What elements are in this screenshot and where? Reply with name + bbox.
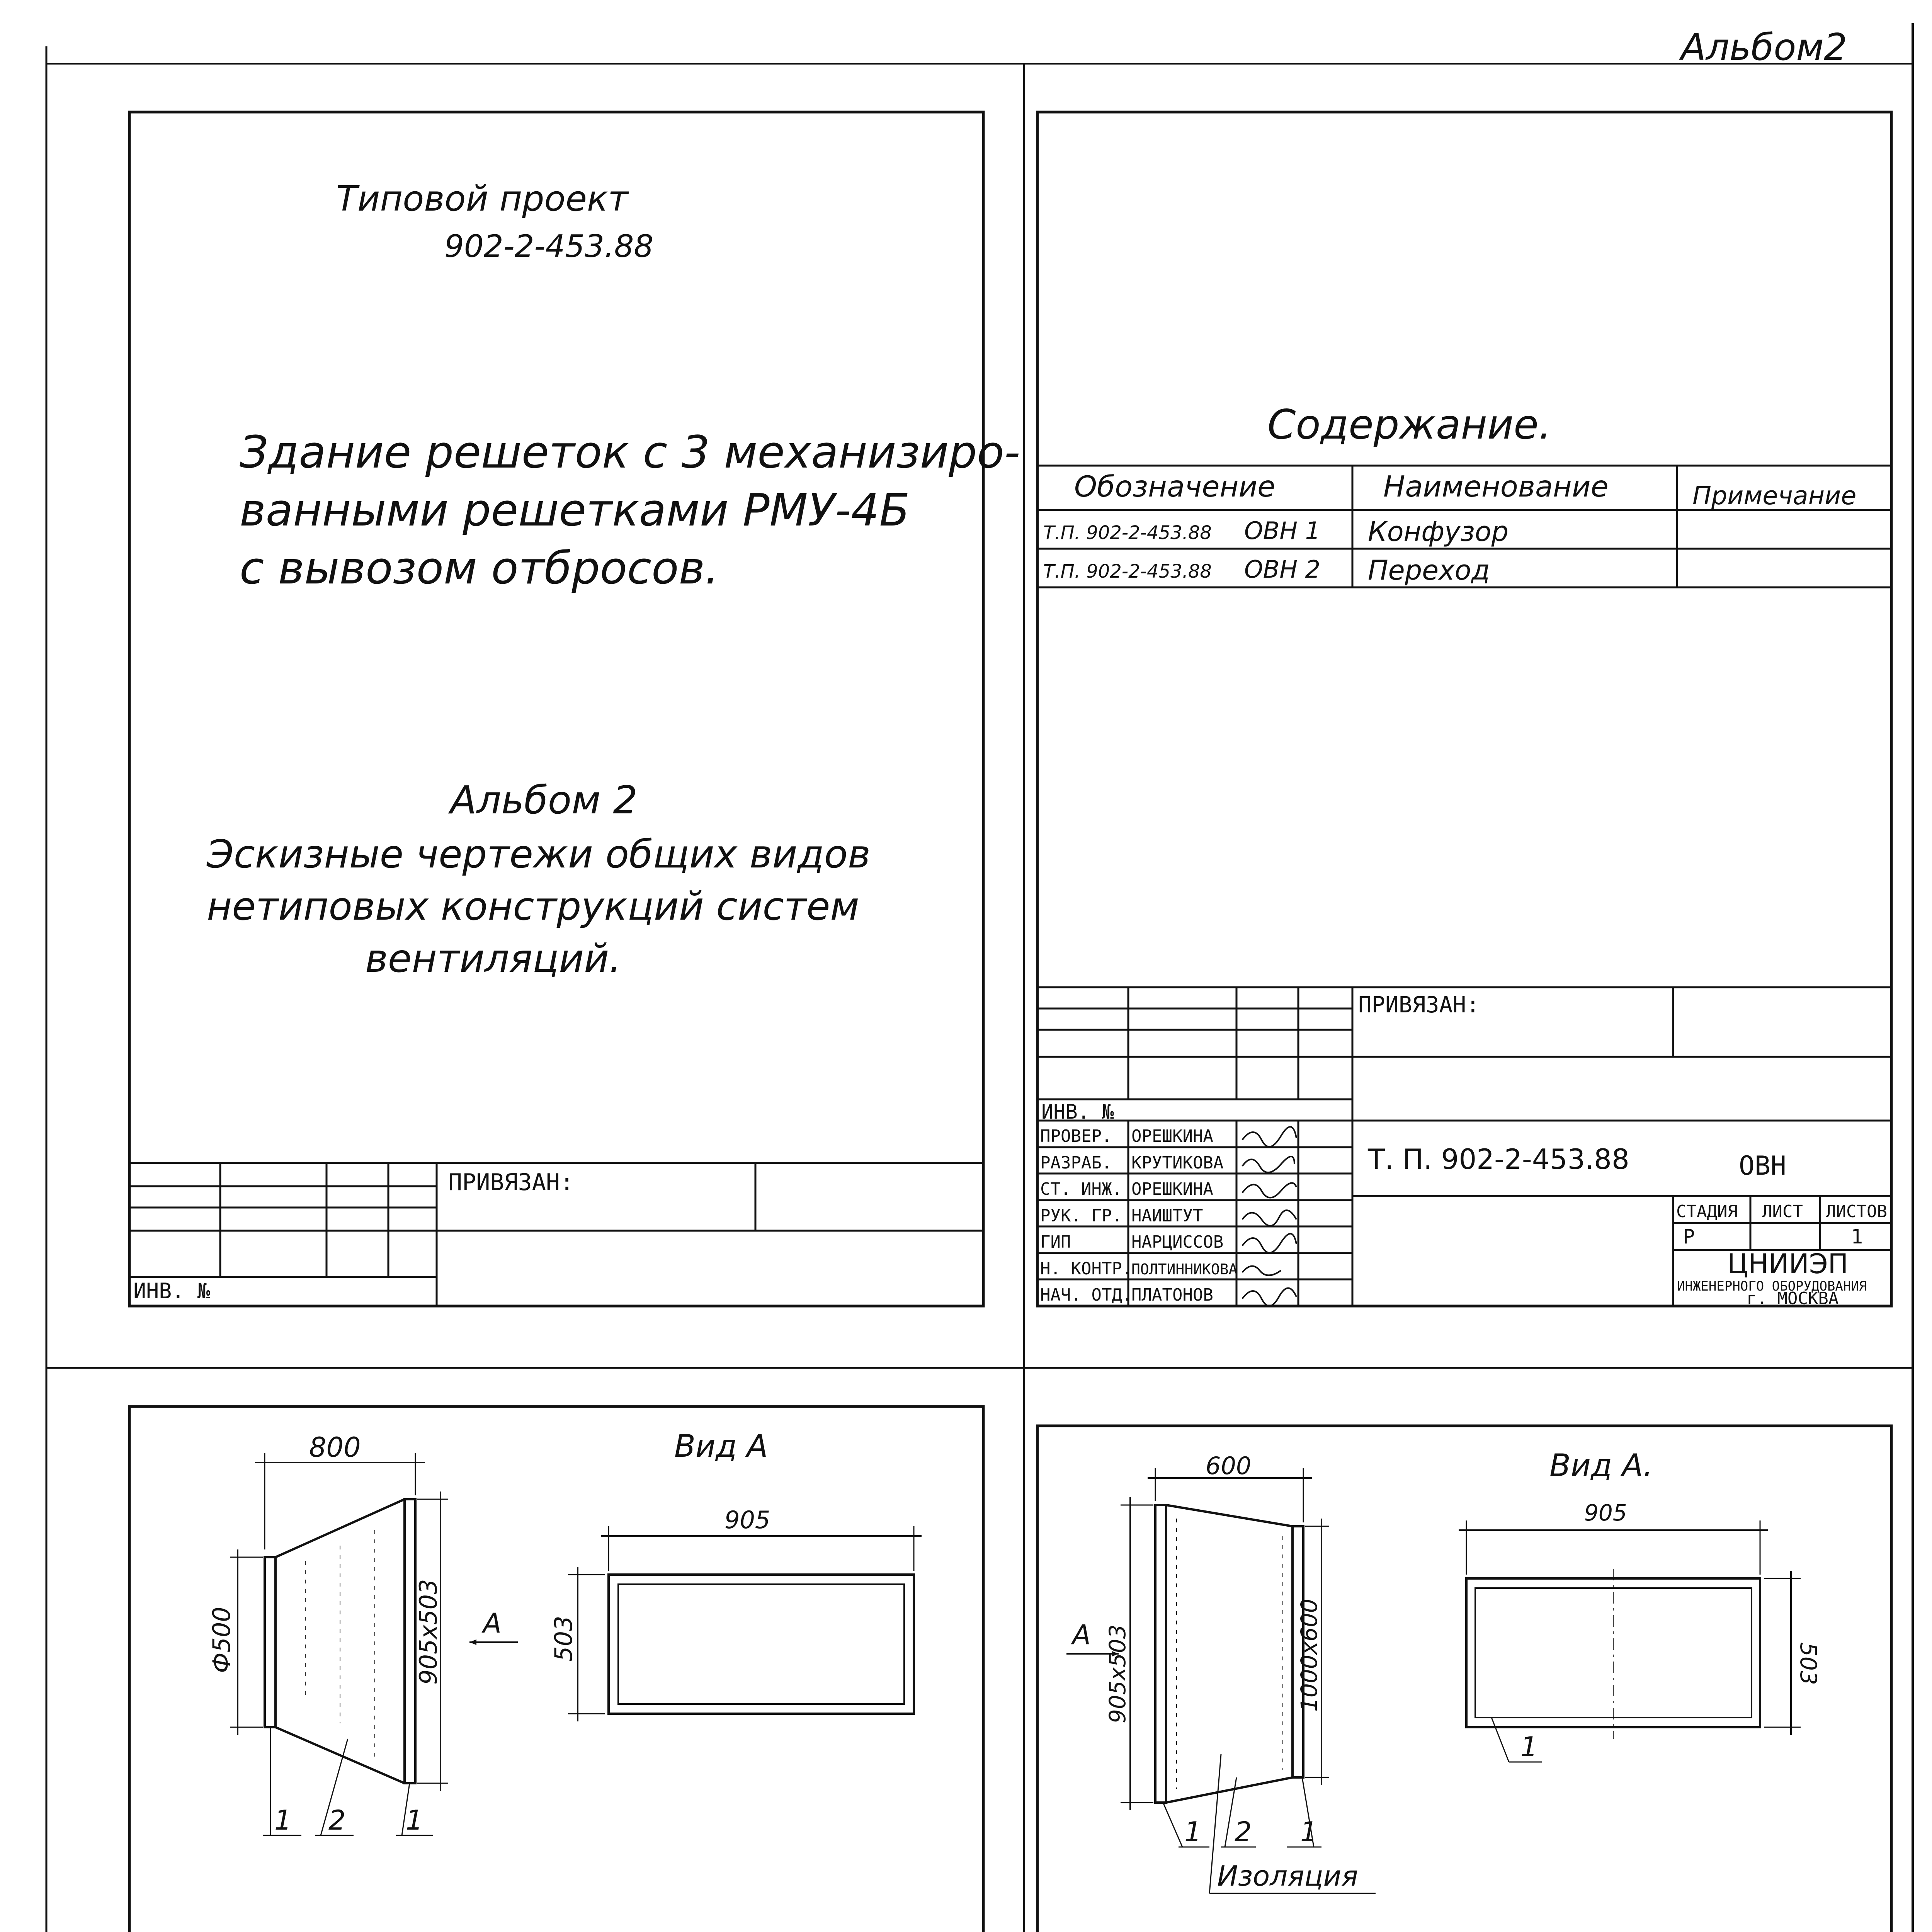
contents-stage-label: СТАДИЯ bbox=[1676, 1202, 1738, 1221]
contents-row2-mark: ОВН 2 bbox=[1244, 555, 1321, 583]
transition-view-a bbox=[1459, 1520, 1801, 1762]
contents-row1-mark: ОВН 1 bbox=[1244, 517, 1321, 545]
contents-name-2: КРУТИКОВА bbox=[1131, 1153, 1224, 1173]
transition-length-dim: 600 bbox=[1206, 1452, 1252, 1480]
contents-mark: ОВН bbox=[1739, 1151, 1786, 1181]
contents-row1-name: Конфузор bbox=[1368, 516, 1509, 548]
album-desc-1: Эскизные чертежи общих видов bbox=[207, 832, 871, 877]
sheet-ovn2 bbox=[1037, 1426, 1920, 1932]
title-line1: Типовой проект bbox=[336, 179, 628, 219]
contents-header-code: Обозначение bbox=[1074, 469, 1276, 503]
confuser-callout-3: 1 bbox=[406, 1804, 423, 1836]
transition-view-label: Вид А. bbox=[1549, 1447, 1653, 1483]
confuser-length-dim: 800 bbox=[309, 1432, 361, 1463]
confuser-diameter-dim: Ф500 bbox=[207, 1607, 236, 1673]
confuser-arrow-label: А bbox=[483, 1607, 502, 1639]
confuser-section-dim: 905х503 bbox=[414, 1579, 442, 1685]
contents-role-2: РАЗРАБ. bbox=[1040, 1153, 1112, 1173]
binding-label: ПРИВЯЗАН: bbox=[448, 1169, 574, 1196]
title-desc-1: Здание решеток с 3 механизиро- bbox=[240, 427, 1020, 478]
contents-row2-name: Переход bbox=[1368, 554, 1490, 586]
confuser-dimensions bbox=[230, 1453, 518, 1835]
transition-view-height: 503 bbox=[1795, 1642, 1821, 1685]
transition-callout-2: 2 bbox=[1235, 1816, 1252, 1848]
contents-role-4: РУК. ГР. bbox=[1040, 1206, 1122, 1226]
contents-role-3: СТ. ИНЖ. bbox=[1040, 1179, 1122, 1199]
contents-role-5: ГИП bbox=[1040, 1232, 1071, 1252]
transition-inlet-dim: 1000х600 bbox=[1296, 1599, 1322, 1712]
contents-org-sub: ИНЖЕНЕРНОГО ОБОРУДОВАНИЯ bbox=[1677, 1279, 1867, 1294]
contents-header-name: Наименование bbox=[1383, 469, 1609, 503]
contents-sheets-label: ЛИСТОВ bbox=[1826, 1202, 1887, 1221]
contents-doc-code: Т. П. 902-2-453.88 bbox=[1368, 1143, 1629, 1175]
contents-role-1: ПРОВЕР. bbox=[1040, 1126, 1112, 1146]
insulation-label: Изоляция bbox=[1217, 1860, 1358, 1892]
sheet-ovn1 bbox=[129, 1406, 1017, 1932]
contents-name-5: НАРЦИССОВ bbox=[1131, 1232, 1224, 1252]
contents-inv-label: ИНВ. № bbox=[1041, 1100, 1114, 1124]
contents-header-note: Примечание bbox=[1692, 481, 1857, 510]
title-sheet bbox=[129, 112, 1020, 1306]
inv-label: ИНВ. № bbox=[133, 1279, 210, 1303]
contents-title: Содержание. bbox=[1267, 401, 1552, 448]
confuser-view-label: Вид А bbox=[674, 1428, 768, 1464]
confuser-callout-1: 1 bbox=[274, 1804, 292, 1836]
transition-section-dim: 905х503 bbox=[1104, 1624, 1131, 1723]
transition-side-view bbox=[1155, 1505, 1303, 1803]
transition-view-callout: 1 bbox=[1520, 1731, 1538, 1763]
album-desc-2: нетиповых конструкций систем bbox=[207, 884, 859, 929]
transition-callout-1: 1 bbox=[1184, 1816, 1202, 1848]
album-title: Альбом 2 bbox=[450, 777, 638, 823]
contents-name-6: ПОЛТИННИКОВА bbox=[1131, 1261, 1238, 1278]
title-line2: 902-2-453.88 bbox=[444, 228, 654, 264]
contents-role-6: Н. КОНТР. bbox=[1040, 1259, 1133, 1279]
album-desc-3: вентиляций. bbox=[365, 936, 621, 981]
contents-org: ЦНИИЭП bbox=[1727, 1248, 1849, 1280]
confuser-view-height: 503 bbox=[549, 1616, 578, 1662]
contents-row1-code: Т.П. 902-2-453.88 bbox=[1043, 522, 1212, 544]
album-header: Альбом2 bbox=[1681, 26, 1847, 69]
contents-name-3: ОРЕШКИНА bbox=[1131, 1179, 1213, 1199]
contents-city: г. МОСКВА bbox=[1747, 1289, 1839, 1308]
contents-row2-code: Т.П. 902-2-453.88 bbox=[1043, 561, 1212, 582]
transition-view-width: 905 bbox=[1584, 1500, 1627, 1526]
transition-arrow-label: А bbox=[1072, 1619, 1091, 1651]
contents-name-4: НАИШТУТ bbox=[1131, 1206, 1203, 1226]
contents-sheets: 1 bbox=[1851, 1225, 1863, 1248]
contents-stage: Р bbox=[1683, 1225, 1695, 1248]
contents-name-7: ПЛАТОНОВ bbox=[1131, 1285, 1213, 1305]
contents-binding-label: ПРИВЯЗАН: bbox=[1358, 992, 1480, 1018]
title-desc-2: ванными решетками РМУ-4Б bbox=[240, 485, 910, 536]
confuser-callout-2: 2 bbox=[328, 1804, 346, 1836]
contents-name-1: ОРЕШКИНА bbox=[1131, 1126, 1213, 1146]
page-frame bbox=[46, 23, 1913, 1932]
title-desc-3: с вывозом отбросов. bbox=[240, 543, 719, 594]
contents-sheet-label: ЛИСТ bbox=[1762, 1202, 1803, 1221]
contents-role-7: НАЧ. ОТД. bbox=[1040, 1285, 1133, 1305]
confuser-view-width: 905 bbox=[724, 1506, 770, 1534]
transition-callout-3: 1 bbox=[1300, 1816, 1318, 1848]
contents-sheet bbox=[1037, 112, 1891, 1308]
confuser-side-view bbox=[265, 1499, 415, 1783]
confuser-view-a bbox=[568, 1526, 922, 1721]
